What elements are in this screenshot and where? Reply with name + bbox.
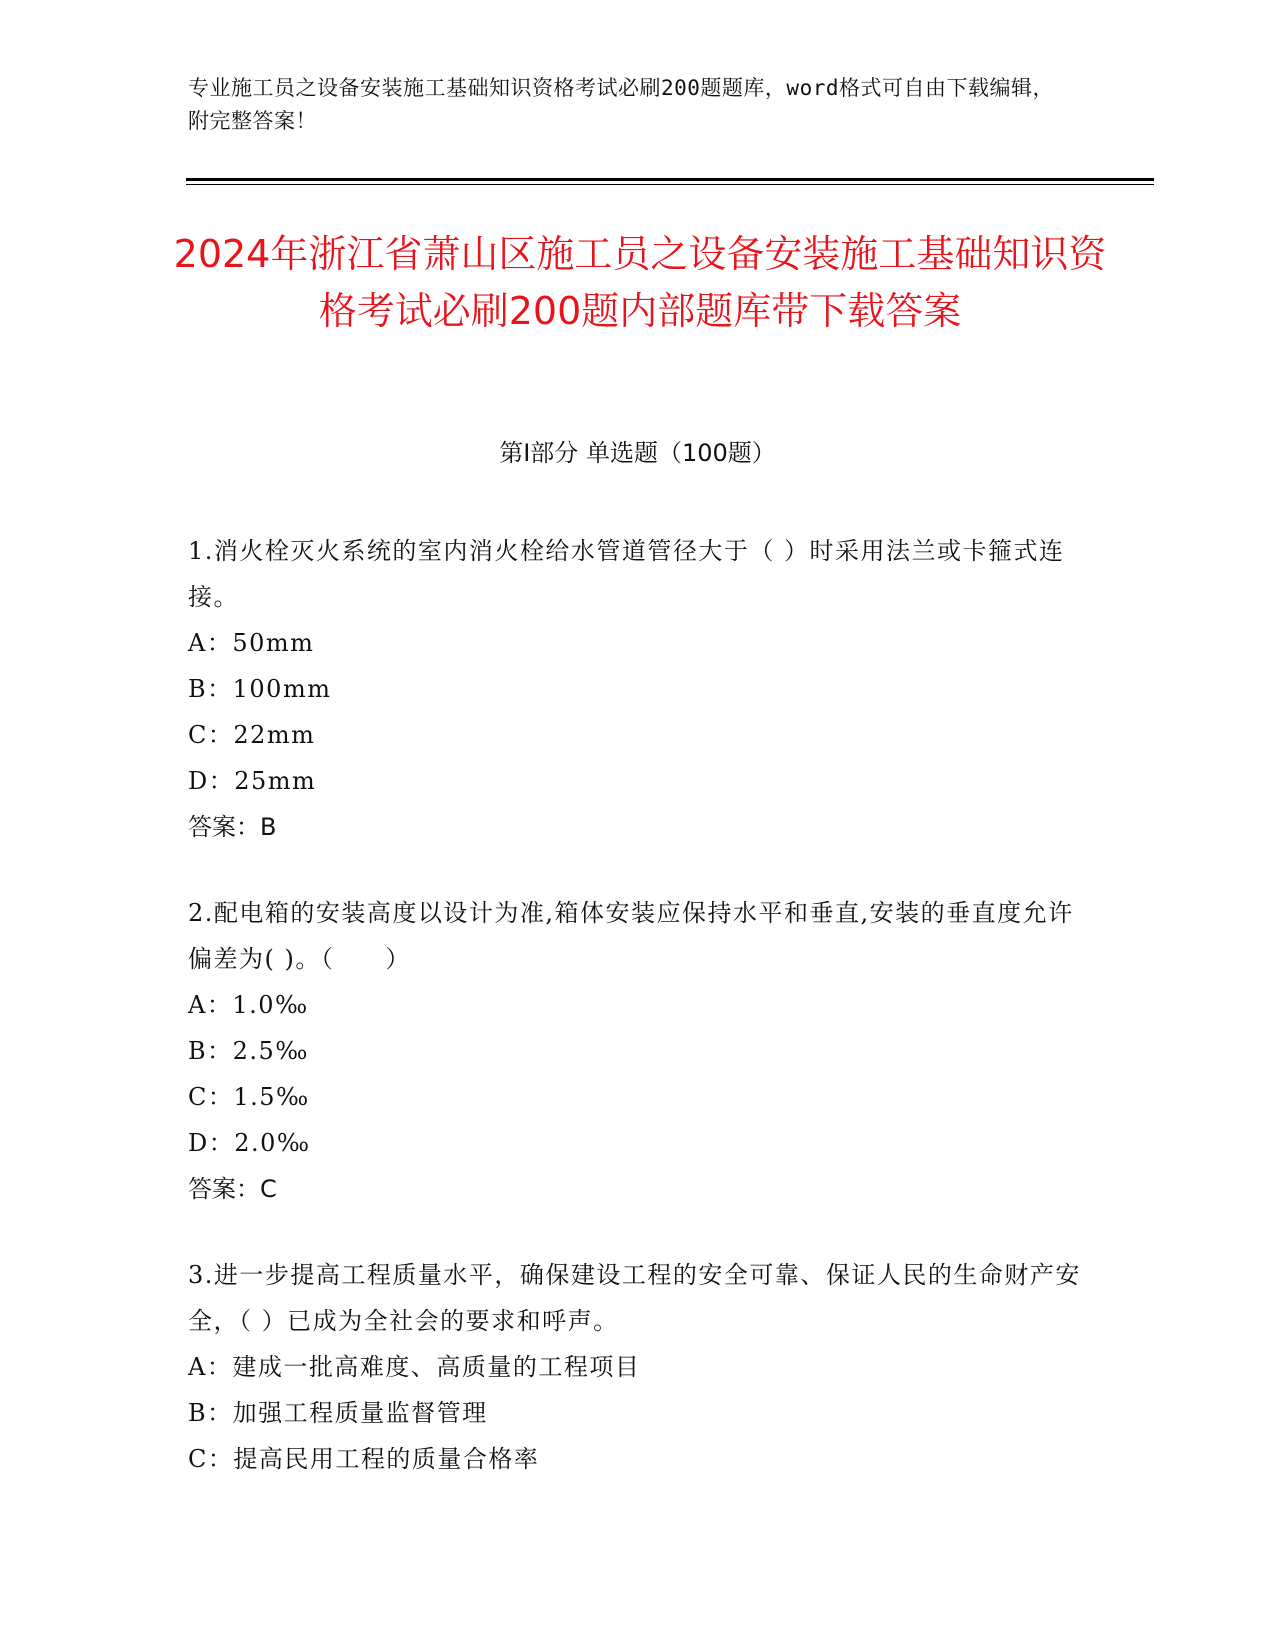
option-c: C：22mm <box>188 721 316 749</box>
question-1 <box>188 528 1088 850</box>
document-title: 2024年浙江省萧山区施工员之设备安装施工基础知识资格考试必刷200题内部题库带下载答案 <box>173 232 1107 333</box>
header-rule-thick <box>186 178 1154 181</box>
option-d: D：25mm <box>188 767 317 795</box>
question-stem: 3.进一步提高工程质量水平，确保建设工程的安全可靠、保证人民的生命财产安全，（ ）已成为全社会的要求和呼声。 <box>188 1261 1081 1335</box>
question-stem: 2.配电箱的安装高度以设计为准,箱体安装应保持水平和垂直,安装的垂直度允许偏差为( )。（ ） <box>188 899 1074 973</box>
option-d: D：2.0‰ <box>188 1129 311 1157</box>
option-a: A：建成一批高难度、高质量的工程项目 <box>188 1353 641 1381</box>
section-title: 第I部分 单选题（100题） <box>499 439 776 467</box>
question-stem: 1.消火栓灭火系统的室内消火栓给水管道管径大于（ ）时采用法兰或卡箍式连接。 <box>188 537 1065 611</box>
option-a: A：50mm <box>188 629 315 657</box>
option-b: B：2.5‰ <box>188 1037 310 1065</box>
header-note: 专业施工员之设备安装施工基础知识资格考试必刷200题题库，word格式可自由下载编辑，附完整答案！ <box>188 76 1054 133</box>
option-c: C：1.5‰ <box>188 1083 310 1111</box>
answer: 答案：B <box>188 813 277 841</box>
header-rule-thin <box>186 184 1154 185</box>
option-c: C：提高民用工程的质量合格率 <box>188 1445 540 1473</box>
question-3 <box>188 1252 1088 1482</box>
option-b: B：加强工程质量监督管理 <box>188 1399 488 1427</box>
option-a: A：1.0‰ <box>188 991 309 1019</box>
question-2 <box>188 890 1088 1212</box>
option-b: B：100mm <box>188 675 332 703</box>
answer: 答案：C <box>188 1175 277 1203</box>
